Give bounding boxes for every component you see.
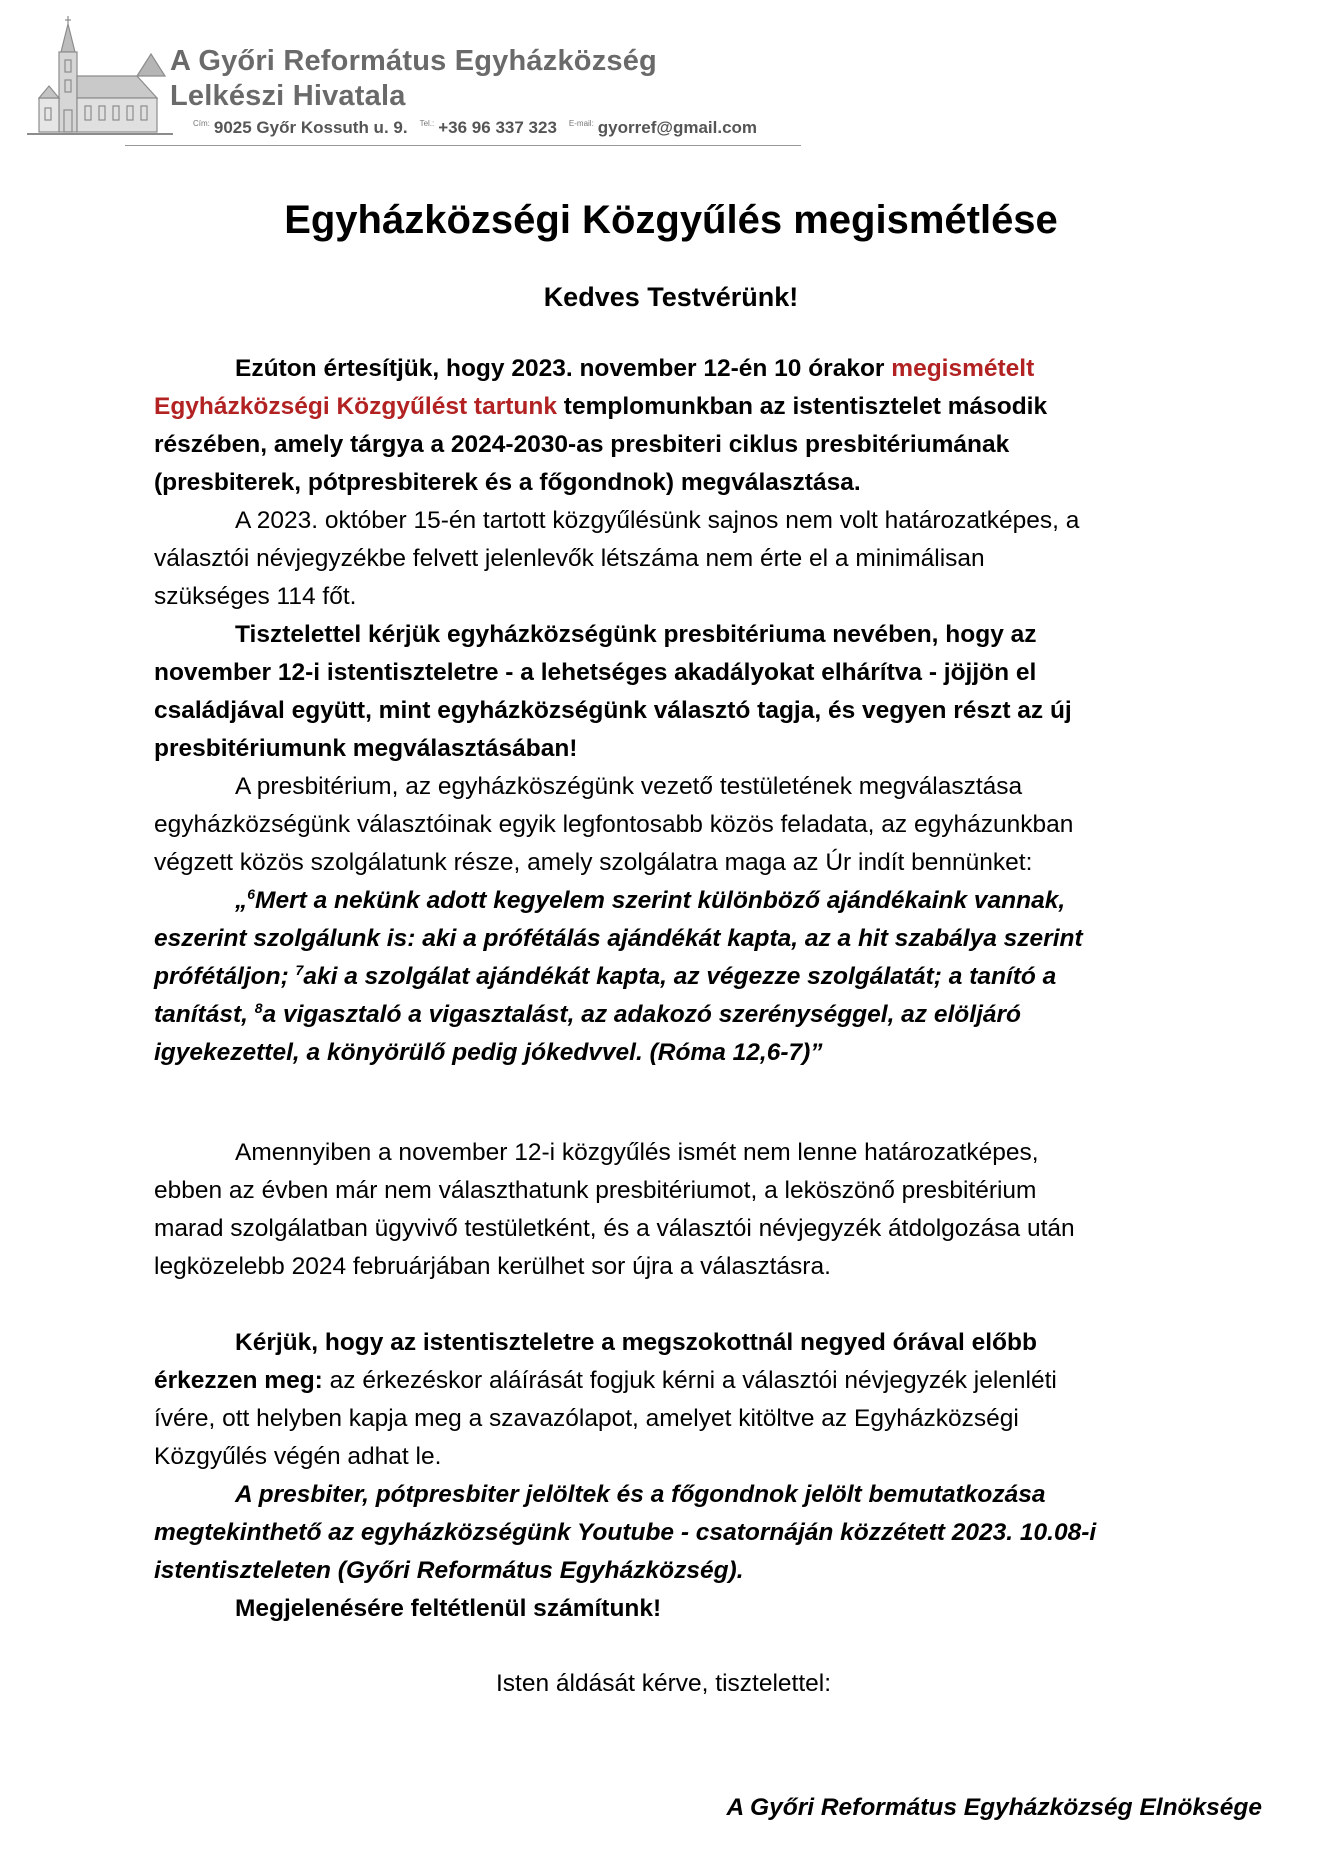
p3-line4: presbitériumunk megválasztásában!: [154, 735, 578, 762]
p7-line3: istentiszteleten (Győri Református Egyházközség).: [154, 1557, 744, 1584]
p6-text: az érkezéskor aláírását fogjuk kérni a választói névjegyzék jelenléti: [322, 1367, 1057, 1394]
quote-text: prófétáljon;: [154, 963, 296, 990]
contact-line: [193, 118, 757, 138]
p1-line4: (presbiterek, pótpresbiterek és a főgondnok) megválasztása.: [154, 469, 861, 496]
p1-highlight: Egyházközségi Közgyűlést tartunk: [154, 393, 557, 420]
p7-line2: megtekinthető az egyházközségünk Youtube - csatornáján közzétett 2023. 10.08-i: [154, 1519, 1097, 1546]
p1-line3: részében, amely tárgya a 2024-2030-as presbiteri ciklus presbitériumának: [154, 431, 1010, 458]
p3-line1: Tisztelettel kérjük egyházközségünk presbitériuma nevében, hogy az: [235, 621, 1037, 648]
quote-line5: igyekezettel, a könyörülő pedig jókedvvel. (Róma 12,6-7)”: [154, 1039, 823, 1066]
p6-bold: érkezzen meg:: [154, 1367, 323, 1394]
office-name: Lelkészi Hivatala: [170, 80, 406, 112]
quote-line1: [154, 882, 1274, 920]
p1-text: templomunkban az istentisztelet második: [556, 393, 1048, 420]
p4-line3: végzett közös szolgálatunk része, amely szolgálatra maga az Úr indít bennünket:: [154, 849, 1033, 876]
quote-text: a vigasztaló a vigasztalást, az adakozó szerénységgel, az elöljáró: [262, 1001, 1022, 1028]
p6-line4: Közgyűlés végén adhat le.: [154, 1443, 442, 1470]
p7-line1: A presbiter, pótpresbiter jelöltek és a főgondnok jelölt bemutatkozása: [235, 1481, 1046, 1508]
church-icon: [25, 14, 175, 142]
letterhead: [25, 14, 785, 146]
address-label: Cím:: [193, 119, 210, 128]
p6-line2: [154, 1362, 1274, 1400]
letter-body-p5: [154, 1134, 1274, 1286]
letter-body-upper: [154, 350, 1274, 1072]
email-link[interactable]: gyorref@gmail.com: [597, 118, 758, 137]
verse-number: 6: [247, 886, 256, 902]
quote-text: tanítást,: [154, 1001, 255, 1028]
p2-line1: A 2023. október 15-én tartott közgyűlésünk sajnos nem volt határozatképes, a: [235, 507, 1080, 534]
p1-highlight: megismételt: [891, 355, 1035, 382]
letter-body-lower: [154, 1324, 1274, 1628]
p6-line3: ívére, ott helyben kapja meg a szavazólapot, amelyet kitöltve az Egyházközségi: [154, 1405, 1019, 1432]
quote-text: Mert a nekünk adott kegyelem szerint különböző ajándékaink vannak,: [255, 887, 1066, 914]
verse-number: 8: [254, 1000, 263, 1016]
phone: +36 96 337 323: [438, 118, 557, 137]
p5-line3: marad szolgálatban ügyvivő testületként, és a választói névjegyzék átdolgozása után: [154, 1215, 1075, 1242]
address: 9025 Győr Kossuth u. 9.: [213, 118, 408, 137]
p5-line2: ebben az évben már nem választhatunk presbitériumot, a leköszönő presbitérium: [154, 1177, 1037, 1204]
verse-number: 7: [295, 962, 304, 978]
quote-line4: [154, 996, 1274, 1034]
page-title: Egyházközségi Közgyűlés megismétlése: [284, 198, 1058, 242]
p3-line3: családjával együtt, mint egyházközségünk választó tagja, és vegyen részt az új: [154, 697, 1072, 724]
p2-line2: választói névjegyzékbe felvett jelenlevők létszáma nem érte el a minimálisan: [154, 545, 985, 572]
p2-line3: szükséges 114 főt.: [154, 583, 357, 610]
closing-salutation: Isten áldását kérve, tisztelettel:: [496, 1670, 831, 1697]
p1-text: Ezúton értesítjük, hogy 2023. november 12-én 10 órakor: [235, 355, 892, 382]
quote-mark: „: [235, 887, 248, 914]
greeting: Kedves Testvérünk!: [543, 282, 799, 312]
p4-line1: A presbitérium, az egyházköszégünk vezető testületének megválasztása: [235, 773, 1023, 800]
p8-line1: Megjelenésére feltétlenül számítunk!: [235, 1595, 662, 1622]
quote-line3: [154, 958, 1274, 996]
p1-line1: [154, 350, 1274, 388]
org-name: A Győri Református Egyházközség: [170, 45, 657, 77]
p5-line1: Amennyiben a november 12-i közgyűlés ismét nem lenne határozatképes,: [235, 1139, 1039, 1166]
p3-line2: november 12-i istentiszteletre - a lehetséges akadályokat elhárítva - jöjjön el: [154, 659, 1037, 686]
quote-line2: eszerint szolgálunk is: aki a prófétálás ajándékát kapta, az a hit szabálya szerint: [154, 925, 1083, 952]
p5-line4: legközelebb 2024 februárjában kerülhet sor újra a választásra.: [154, 1253, 831, 1280]
p1-line2: [154, 388, 1274, 426]
letterhead-divider: [125, 145, 801, 146]
email-label: E-mail:: [568, 119, 594, 128]
phone-label: Tel.:: [419, 119, 435, 128]
quote-text: aki a szolgálat ajándékát kapta, az végezze szolgálatát; a tanító a: [303, 963, 1057, 990]
p4-line2: egyházközségünk választóinak egyik legfontosabb közös feladata, az egyházunkban: [154, 811, 1074, 838]
signature: A Győri Református Egyházközség Elnöksége: [726, 1794, 1262, 1821]
p6-line1: Kérjük, hogy az istentiszteletre a megszokottnál negyed órával előbb: [235, 1329, 1037, 1356]
